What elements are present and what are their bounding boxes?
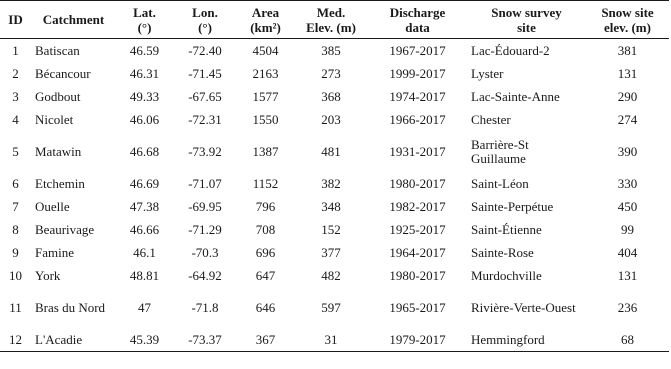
cell-snow-survey-site: Saint-Étienne <box>471 221 542 237</box>
cell-snow-site-elevation: 99 <box>621 221 634 237</box>
cell-snow-survey-site: Chester <box>471 111 511 127</box>
cell-discharge-period: 1999-2017 <box>389 65 446 81</box>
cell-area: 647 <box>255 267 276 283</box>
cell-id: 11 <box>9 299 22 315</box>
cell-id: 3 <box>12 88 19 104</box>
cell-median-elevation: 382 <box>321 175 341 191</box>
cell-snow-site-elevation: 450 <box>617 198 638 214</box>
cell-lat: 48.81 <box>129 267 160 283</box>
cell-discharge-period: 1966-2017 <box>389 111 446 127</box>
cell-lon: -71.45 <box>188 65 222 81</box>
header-lat: Lat. (°) <box>116 1 173 39</box>
header-median-elevation: Med. Elev. (m) <box>294 1 368 39</box>
cell-id: 12 <box>0 328 31 352</box>
cell-area: 4504 <box>252 42 279 58</box>
cell-snow-survey-site: Sainte-Perpétue <box>471 198 554 214</box>
cell-median-elevation: 482 <box>321 267 341 283</box>
table-row <box>0 39 669 63</box>
cell-lat: 46.06 <box>129 111 160 127</box>
cell-lat: 46.59 <box>129 42 160 58</box>
header-discharge: Discharge data <box>368 1 467 39</box>
cell-median-elevation: 31 <box>294 328 368 352</box>
cell-discharge-period: 1931-2017 <box>389 143 446 159</box>
cell-lon: -73.92 <box>188 143 222 159</box>
table-row <box>0 218 669 241</box>
cell-snow-survey-site: Murdochville <box>471 267 542 283</box>
cell-discharge-period: 1967-2017 <box>389 42 446 58</box>
cell-lon: -70.3 <box>191 244 219 260</box>
cell-snow-survey-site: Hemmingford <box>467 328 586 352</box>
cell-catchment: L'Acadie <box>31 328 116 352</box>
cell-snow-survey-site: Sainte-Rose <box>471 244 534 260</box>
cell-snow-survey-site: Lac-Édouard-2 <box>471 42 550 58</box>
table-row <box>0 172 669 195</box>
table-row <box>0 108 669 131</box>
header-row <box>0 1 669 39</box>
cell-snow-site-elevation: 290 <box>617 88 638 104</box>
cell-id: 1 <box>12 42 19 58</box>
cell-snow-survey-site: Lyster <box>471 65 504 81</box>
cell-lon: -73.37 <box>173 328 237 352</box>
cell-discharge-period: 1980-2017 <box>389 267 446 283</box>
cell-lat: 46.69 <box>129 175 160 191</box>
cell-median-elevation: 152 <box>321 221 341 237</box>
cell-catchment: Beaurivage <box>35 221 95 237</box>
cell-catchment: York <box>35 267 61 283</box>
header-area: Area (km²) <box>237 1 294 39</box>
cell-lat: 49.33 <box>129 88 160 104</box>
cell-lat: 47 <box>138 299 151 315</box>
cell-catchment: Bécancour <box>35 65 91 81</box>
cell-lon: -72.40 <box>188 42 222 58</box>
cell-area: 367 <box>237 328 294 352</box>
table-row <box>0 195 669 218</box>
table-row <box>0 328 669 352</box>
cell-lon: -67.65 <box>188 88 222 104</box>
cell-discharge-period: 1965-2017 <box>389 299 446 315</box>
cell-lat: 46.68 <box>129 143 160 159</box>
cell-id: 8 <box>12 221 19 237</box>
cell-discharge-period: 1925-2017 <box>389 221 446 237</box>
cell-discharge-period: 1974-2017 <box>389 88 446 104</box>
cell-median-elevation: 377 <box>321 244 341 260</box>
cell-snow-survey-site: Lac-Sainte-Anne <box>471 88 560 104</box>
cell-id: 9 <box>12 244 19 260</box>
header-catchment: Catchment <box>31 1 116 39</box>
cell-catchment: Bras du Nord <box>35 299 106 315</box>
cell-area: 1152 <box>252 175 279 191</box>
cell-snow-site-elevation: 390 <box>617 143 638 159</box>
header-id: ID <box>0 1 31 39</box>
cell-area: 1387 <box>252 143 279 159</box>
cell-discharge-period: 1980-2017 <box>389 175 446 191</box>
table-row <box>0 131 669 172</box>
cell-lon: -72.31 <box>188 111 222 127</box>
cell-catchment: Etchemin <box>35 175 85 191</box>
cell-id: 10 <box>9 267 22 283</box>
cell-id: 7 <box>12 198 19 214</box>
cell-median-elevation: 385 <box>321 42 341 58</box>
header-snow-survey-site: Snow survey site <box>467 1 586 39</box>
cell-snow-site-elevation: 381 <box>617 42 638 58</box>
table-row <box>0 85 669 108</box>
cell-snow-site-elevation: 330 <box>617 175 638 191</box>
cell-median-elevation: 348 <box>321 198 341 214</box>
cell-discharge-period: 1979-2017 <box>368 328 467 352</box>
cell-area: 796 <box>255 198 276 214</box>
cell-area: 1577 <box>252 88 279 104</box>
cell-area: 708 <box>255 221 276 237</box>
table-row <box>0 287 669 328</box>
cell-lat: 46.1 <box>133 244 156 260</box>
cell-lon: -64.92 <box>188 267 222 283</box>
cell-lon: -71.07 <box>188 175 222 191</box>
header-snow-site-elevation: Snow site elev. (m) <box>586 1 669 39</box>
cell-id: 4 <box>12 111 19 127</box>
cell-snow-survey-site: Saint-Léon <box>471 175 529 191</box>
table-row <box>0 264 669 287</box>
cell-area: 646 <box>255 299 276 315</box>
cell-snow-site-elevation: 68 <box>586 328 669 352</box>
table-row <box>0 62 669 85</box>
cell-median-elevation: 481 <box>321 143 341 159</box>
cell-area: 696 <box>255 244 276 260</box>
cell-snow-survey-site: Rivière-Verte-Ouest <box>471 299 576 315</box>
cell-catchment: Ouelle <box>35 198 70 214</box>
cell-discharge-period: 1982-2017 <box>389 198 446 214</box>
cell-lon: -71.29 <box>188 221 222 237</box>
cell-lat: 47.38 <box>129 198 160 214</box>
cell-discharge-period: 1964-2017 <box>389 244 446 260</box>
cell-catchment: Nicolet <box>35 111 74 127</box>
cell-lon: -71.8 <box>191 299 219 315</box>
cell-catchment: Famine <box>35 244 74 260</box>
cell-snow-site-elevation: 274 <box>617 111 638 127</box>
cell-median-elevation: 597 <box>321 299 341 315</box>
cell-lon: -69.95 <box>188 198 222 214</box>
cell-lat: 46.31 <box>129 65 160 81</box>
cell-catchment: Matawin <box>35 143 82 159</box>
table-body <box>0 39 669 352</box>
cell-id: 5 <box>12 143 19 159</box>
cell-catchment: Godbout <box>35 88 81 104</box>
cell-median-elevation: 368 <box>321 88 341 104</box>
cell-id: 6 <box>12 175 19 191</box>
cell-area: 1550 <box>252 111 279 127</box>
cell-area: 2163 <box>252 65 279 81</box>
cell-median-elevation: 273 <box>321 65 341 81</box>
cell-snow-survey-site: Barrière-St Guillaume <box>471 136 529 166</box>
table-row <box>0 241 669 264</box>
header-lon: Lon. (°) <box>173 1 237 39</box>
cell-lat: 45.39 <box>116 328 173 352</box>
cell-snow-site-elevation: 404 <box>617 244 638 260</box>
cell-id: 2 <box>12 65 19 81</box>
cell-snow-site-elevation: 131 <box>617 267 638 283</box>
cell-snow-site-elevation: 131 <box>617 65 638 81</box>
cell-snow-site-elevation: 236 <box>617 299 638 315</box>
cell-median-elevation: 203 <box>321 111 341 127</box>
cell-catchment: Batiscan <box>35 42 80 58</box>
cell-lat: 46.66 <box>129 221 160 237</box>
